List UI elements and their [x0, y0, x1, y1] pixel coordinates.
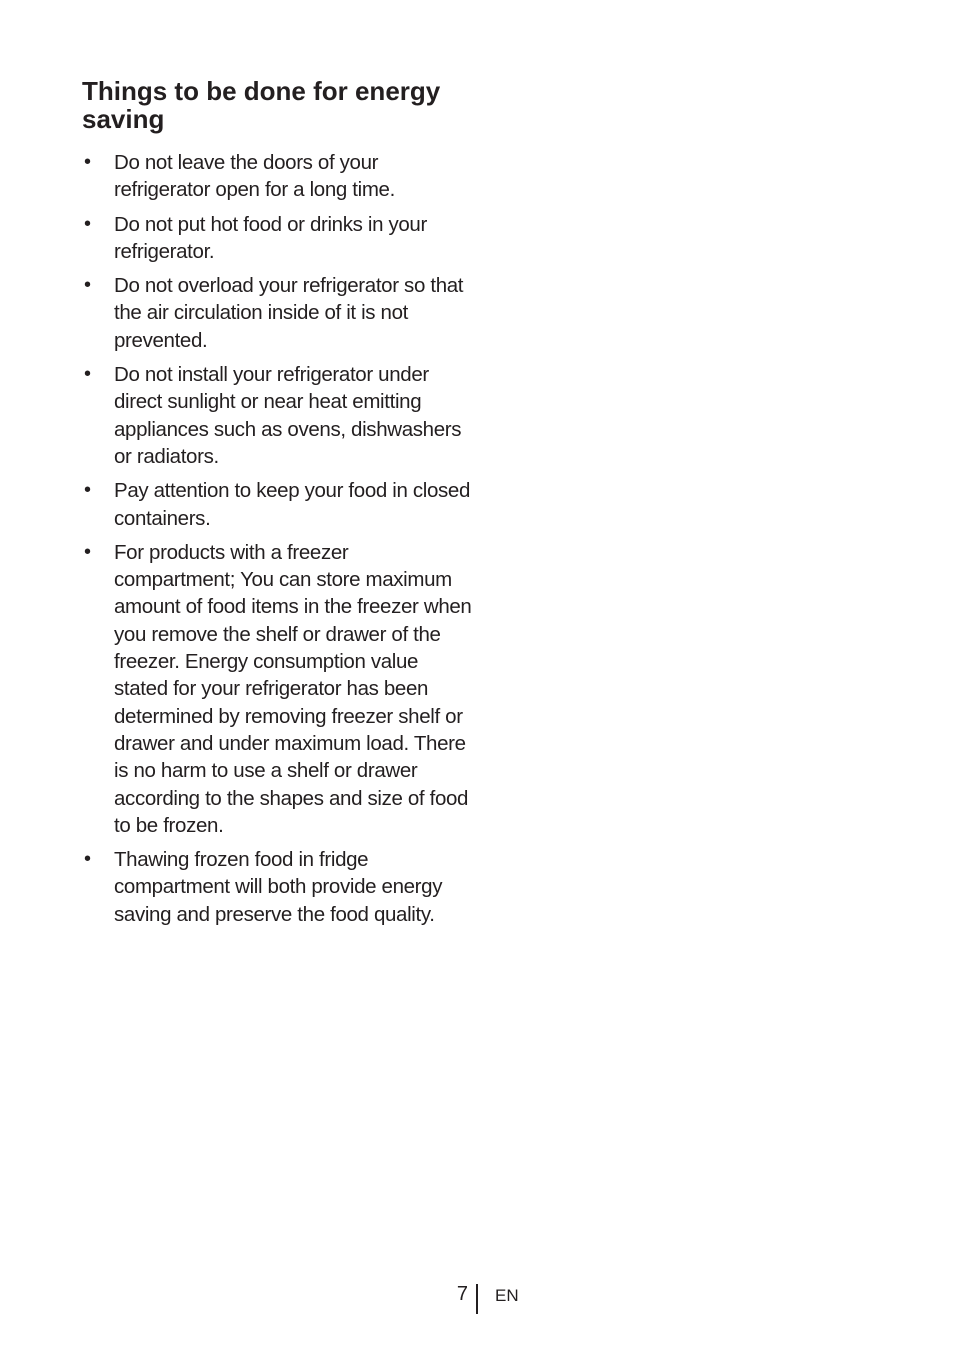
footer-divider	[476, 1284, 478, 1314]
list-item-text: Thawing frozen food in fridge compartment will both provide energy saving and preserve the food quality.	[114, 848, 443, 926]
list-item-text: For products with a freezer compartment; You can store maximum amount of food items in the freezer when you remove the shelf or drawer of the freezer. Energy consumption value stated for your refrigerator has been determined by removing freezer shelf or drawer and under maximum load. There is no harm to use a shelf or drawer according to the shapes and size of food to be frozen.	[114, 540, 472, 837]
bullet-icon: •	[84, 212, 91, 235]
list-item	[82, 149, 472, 204]
list-item-text: Pay attention to keep your food in closed containers.	[114, 479, 471, 530]
list-item	[82, 477, 472, 532]
list-item-text: Do not leave the doors of your refrigerator open for a long time.	[114, 151, 395, 202]
list-item	[82, 539, 472, 839]
list-item	[82, 211, 472, 266]
energy-saving-list	[82, 149, 472, 928]
bullet-icon: •	[84, 540, 91, 563]
list-item-text: Do not overload your refrigerator so that the air circulation inside of it is not prevented.	[114, 274, 464, 352]
list-item-text: Do not put hot food or drinks in your refrigerator.	[114, 212, 427, 263]
bullet-icon: •	[84, 848, 91, 871]
bullet-icon: •	[84, 363, 91, 386]
list-item-text: Do not install your refrigerator under direct sunlight or near heat emitting appliances such as ovens, dishwashers or radiators.	[114, 363, 462, 468]
page-number: 7	[456, 1283, 468, 1305]
list-item	[82, 361, 472, 470]
language-label: EN	[495, 1286, 519, 1305]
list-item	[82, 846, 472, 928]
section-title: Things to be done for energy saving	[82, 76, 441, 134]
content-column	[82, 77, 472, 935]
bullet-icon: •	[84, 274, 91, 297]
bullet-icon: •	[84, 151, 91, 173]
page-footer	[0, 1282, 954, 1316]
bullet-icon: •	[84, 479, 91, 502]
list-item	[82, 272, 472, 354]
